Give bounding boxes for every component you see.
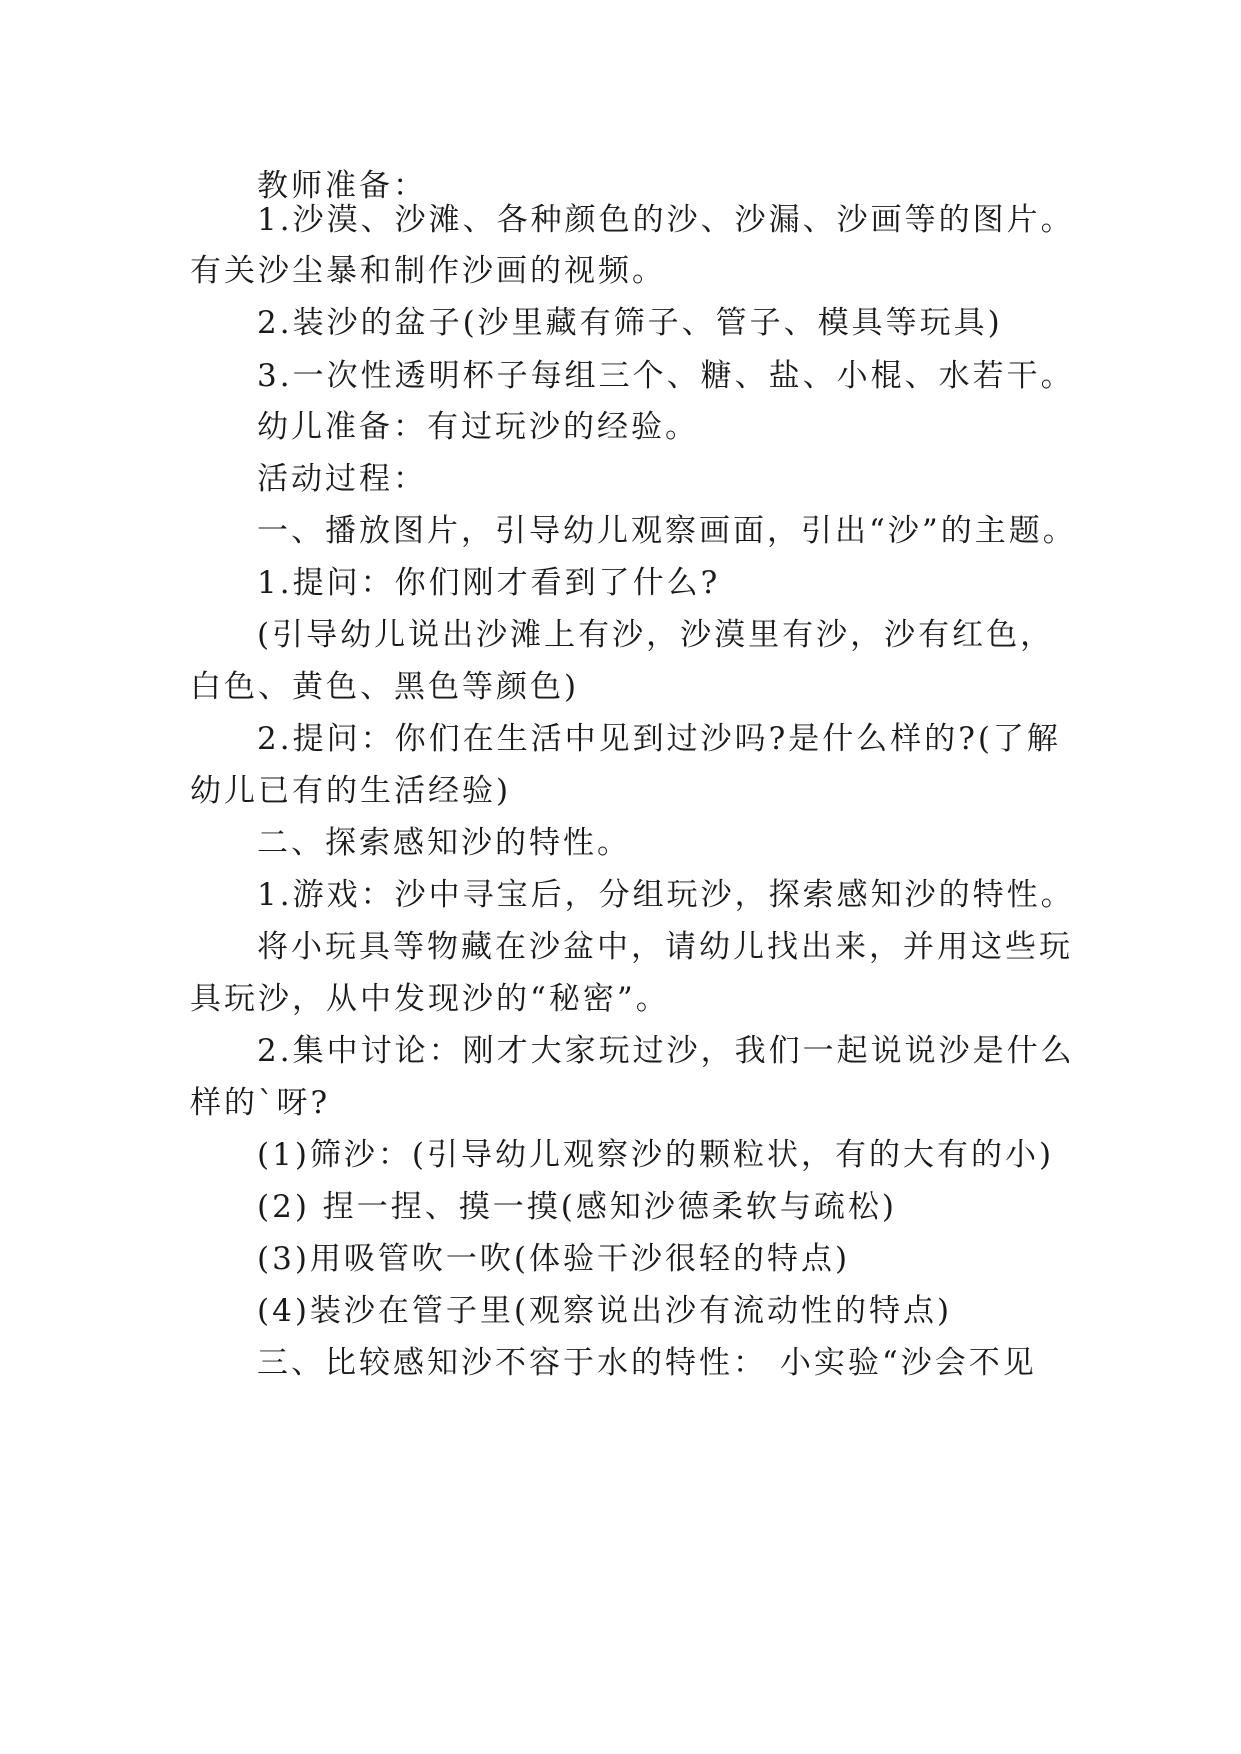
text-line: 幼儿准备：有过玩沙的经验。 [257, 409, 699, 445]
text-line: (3)用吸管吹一吹(体验干沙很轻的特点) [257, 1241, 851, 1277]
text-line: 幼儿已有的生活经验) [190, 773, 512, 809]
text-line: 一、播放图片，引导幼儿观察画面，引出“沙”的主题。 [257, 513, 1077, 549]
text-line: (引导幼儿说出沙滩上有沙，沙漠里有沙，沙有红色， [257, 617, 1055, 653]
text-line: 2.装沙的盆子(沙里藏有筛子、管子、模具等玩具) [257, 305, 1003, 341]
text-line: 活动过程： [257, 461, 427, 497]
text-line: 教师准备： [257, 168, 427, 204]
text-line: 三、比较感知沙不容于水的特性： 小实验“沙会不见 [257, 1345, 1037, 1381]
text-line: (1)筛沙：(引导幼儿观察沙的颗粒状，有的大有的小) [257, 1137, 1055, 1173]
text-line: 2.集中讨论：刚才大家玩过沙，我们一起说说沙是什么 [257, 1033, 1075, 1069]
text-line: 将小玩具等物藏在沙盆中，请幼儿找出来，并用这些玩 [257, 929, 1073, 965]
text-line: 二、探索感知沙的特性。 [257, 825, 631, 861]
text-line: 1.提问：你们刚才看到了什么? [257, 565, 721, 601]
text-line: (4)装沙在管子里(观察说出沙有流动性的特点) [257, 1293, 953, 1329]
text-line: (2) 捏一捏、摸一摸(感知沙德柔软与疏松) [257, 1189, 897, 1225]
text-line: 具玩沙，从中发现沙的“秘密”。 [190, 981, 670, 1017]
text-line: 1.沙漠、沙滩、各种颜色的沙、沙漏、沙画等的图片。 [257, 202, 1075, 238]
text-line: 3.一次性透明杯子每组三个、糖、盐、小棍、水若干。 [257, 358, 1075, 394]
text-line: 2.提问：你们在生活中见到过沙吗?是什么样的?(了解 [257, 721, 1061, 757]
text-line: 白色、黄色、黑色等颜色) [190, 669, 580, 705]
text-line: 有关沙尘暴和制作沙画的视频。 [190, 253, 666, 289]
text-line: 1.游戏：沙中寻宝后，分组玩沙，探索感知沙的特性。 [257, 877, 1075, 913]
text-line: 样的`呀? [190, 1085, 331, 1121]
